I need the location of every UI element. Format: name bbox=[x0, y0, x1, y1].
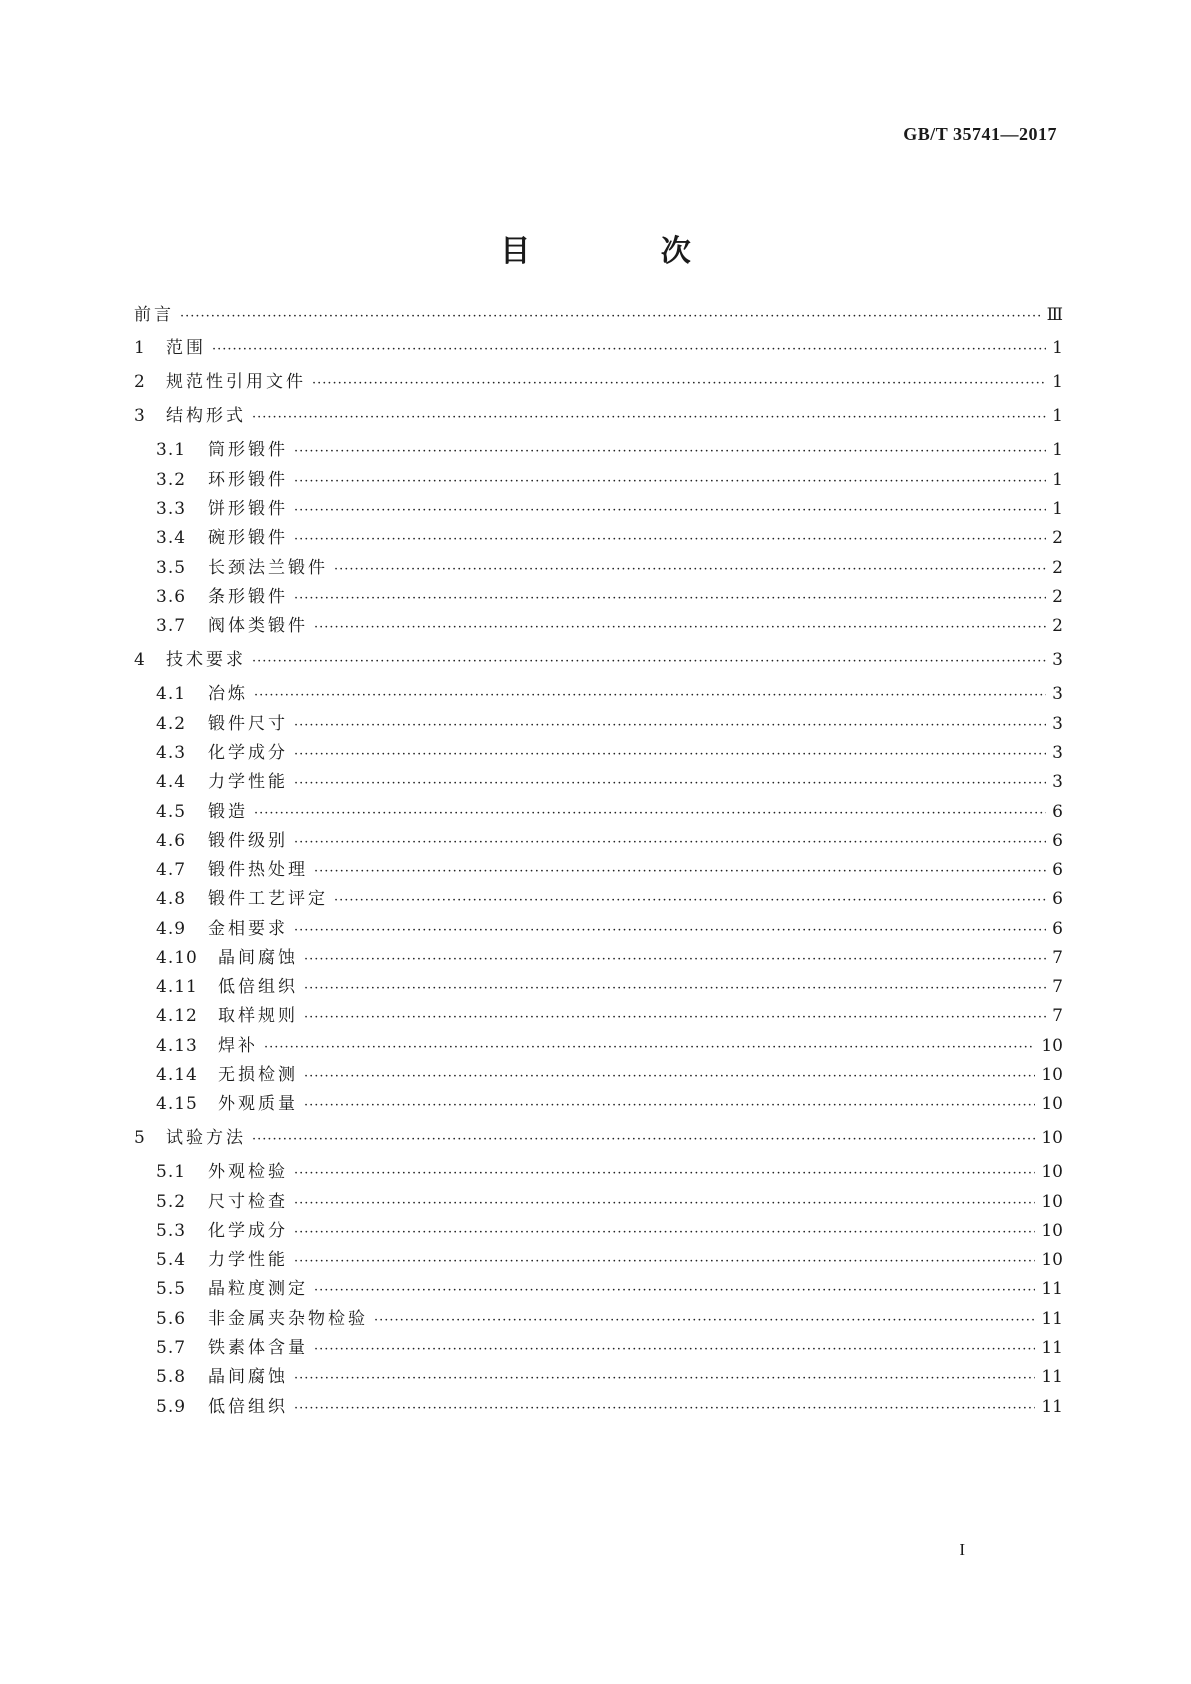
toc-entry-page: 6 bbox=[1052, 860, 1063, 880]
toc-entry[interactable] bbox=[134, 369, 1063, 395]
toc-entry[interactable] bbox=[156, 1159, 1063, 1185]
toc-entry-title: 筒形锻件 bbox=[208, 440, 288, 460]
toc-entry-title: 晶间腐蚀 bbox=[218, 948, 298, 968]
toc-entry[interactable] bbox=[156, 1276, 1063, 1302]
toc-entry-page: 10 bbox=[1041, 1094, 1063, 1114]
dot-leader bbox=[294, 439, 1046, 465]
toc-entry[interactable] bbox=[156, 1189, 1063, 1215]
toc-entry-number: 5.8 bbox=[156, 1367, 187, 1387]
toc-entry-title: 化学成分 bbox=[208, 743, 288, 763]
toc-entry-number: 3.3 bbox=[156, 499, 187, 519]
toc-entry-title: 前言 bbox=[134, 305, 174, 325]
toc-entry-number: 4.13 bbox=[156, 1036, 198, 1056]
page-number: I bbox=[959, 1540, 965, 1559]
dot-leader bbox=[314, 859, 1046, 885]
toc-entry[interactable] bbox=[156, 886, 1063, 912]
toc-entry-number: 2 bbox=[134, 372, 146, 392]
dot-leader bbox=[252, 649, 1046, 675]
toc-entry-title: 条形锻件 bbox=[208, 587, 288, 607]
toc-entry-page: 7 bbox=[1052, 977, 1063, 997]
toc-entry-number: 3.7 bbox=[156, 616, 187, 636]
dot-leader bbox=[212, 337, 1046, 363]
toc-entry-page: 10 bbox=[1041, 1162, 1063, 1182]
toc-entry-title: 锻造 bbox=[208, 802, 248, 822]
toc-entry-page: 6 bbox=[1052, 802, 1063, 822]
toc-entry-title: 试验方法 bbox=[166, 1128, 246, 1148]
toc-entry[interactable] bbox=[156, 437, 1063, 463]
toc-entry[interactable] bbox=[156, 496, 1063, 522]
toc-entry-page: 6 bbox=[1052, 831, 1063, 851]
toc-entry-number: 3 bbox=[134, 406, 146, 426]
toc-entry[interactable] bbox=[156, 857, 1063, 883]
toc-entry-page: 3 bbox=[1052, 650, 1063, 670]
toc-entry-title: 锻件尺寸 bbox=[208, 714, 288, 734]
toc-entry-page: 11 bbox=[1041, 1338, 1063, 1358]
toc-entry[interactable] bbox=[156, 974, 1063, 1000]
dot-leader bbox=[254, 683, 1046, 709]
toc-entry[interactable] bbox=[156, 1247, 1063, 1273]
toc-entry-number: 4.4 bbox=[156, 772, 187, 792]
toc-entry[interactable] bbox=[156, 467, 1063, 493]
toc-entry-number: 5.4 bbox=[156, 1250, 187, 1270]
toc-entry-page: 3 bbox=[1052, 772, 1063, 792]
toc-entry-title: 外观检验 bbox=[208, 1162, 288, 1182]
toc-entry-title: 取样规则 bbox=[218, 1006, 298, 1026]
toc-entry-number: 5.3 bbox=[156, 1221, 187, 1241]
toc-entry-number: 5.5 bbox=[156, 1279, 187, 1299]
dot-leader bbox=[252, 1127, 1035, 1153]
toc-entry-page: 2 bbox=[1052, 558, 1063, 578]
toc-entry-title: 力学性能 bbox=[208, 772, 288, 792]
toc-entry-number: 4.8 bbox=[156, 889, 187, 909]
toc-entry[interactable] bbox=[156, 828, 1063, 854]
toc-entry-page: 1 bbox=[1052, 499, 1063, 519]
toc-entry-title: 技术要求 bbox=[166, 650, 246, 670]
toc-entry[interactable] bbox=[156, 681, 1063, 707]
toc-entry-page: 3 bbox=[1052, 684, 1063, 704]
toc-entry-page: 1 bbox=[1052, 338, 1063, 358]
dot-leader bbox=[314, 1337, 1035, 1363]
toc-entry[interactable] bbox=[134, 1125, 1063, 1151]
toc-entry-number: 4.1 bbox=[156, 684, 187, 704]
dot-leader bbox=[294, 469, 1046, 495]
dot-leader bbox=[304, 976, 1046, 1002]
toc-entry-title: 规范性引用文件 bbox=[166, 372, 306, 392]
toc-entry-title: 晶粒度测定 bbox=[208, 1279, 308, 1299]
toc-entry-number: 3.2 bbox=[156, 470, 187, 490]
toc-entry-number: 4.10 bbox=[156, 948, 198, 968]
dot-leader bbox=[304, 947, 1046, 973]
toc-entry-page: 7 bbox=[1052, 1006, 1063, 1026]
toc-entry[interactable] bbox=[156, 1091, 1063, 1117]
dot-leader bbox=[252, 405, 1046, 431]
toc-entry-page: 7 bbox=[1052, 948, 1063, 968]
toc-entry-title: 化学成分 bbox=[208, 1221, 288, 1241]
toc-entry-page: 1 bbox=[1052, 470, 1063, 490]
toc-entry[interactable] bbox=[156, 584, 1063, 610]
toc-entry[interactable] bbox=[156, 1364, 1063, 1390]
toc-entry[interactable] bbox=[134, 302, 1063, 328]
toc-entry[interactable] bbox=[156, 1218, 1063, 1244]
toc-entry-number: 5 bbox=[134, 1128, 146, 1148]
toc-entry[interactable] bbox=[156, 769, 1063, 795]
toc-entry-title: 非金属夹杂物检验 bbox=[208, 1309, 368, 1329]
toc-entry-number: 4.6 bbox=[156, 831, 187, 851]
toc-entry-title: 尺寸检查 bbox=[208, 1192, 288, 1212]
toc-entry-number: 4.12 bbox=[156, 1006, 198, 1026]
toc-entry-page: 6 bbox=[1052, 889, 1063, 909]
dot-leader bbox=[294, 771, 1046, 797]
toc-entry[interactable] bbox=[156, 613, 1063, 639]
toc-entry-page: 10 bbox=[1041, 1221, 1063, 1241]
toc-entry-title: 低倍组织 bbox=[208, 1397, 288, 1417]
toc-entry-page: 11 bbox=[1041, 1279, 1063, 1299]
toc-entry-number: 5.2 bbox=[156, 1192, 187, 1212]
dot-leader bbox=[294, 1161, 1035, 1187]
dot-leader bbox=[294, 1191, 1035, 1217]
dot-leader bbox=[312, 371, 1046, 397]
toc-entry[interactable] bbox=[134, 403, 1063, 429]
toc-entry-title: 长颈法兰锻件 bbox=[208, 558, 328, 578]
toc-entry-number: 4.5 bbox=[156, 802, 187, 822]
toc-entry-page: 1 bbox=[1052, 406, 1063, 426]
toc-entry-title: 金相要求 bbox=[208, 919, 288, 939]
dot-leader bbox=[374, 1308, 1035, 1334]
toc-entry-title: 冶炼 bbox=[208, 684, 248, 704]
toc-entry[interactable] bbox=[156, 711, 1063, 737]
dot-leader bbox=[294, 1220, 1035, 1246]
toc-entry-number: 4.2 bbox=[156, 714, 187, 734]
toc-entry[interactable] bbox=[156, 555, 1063, 581]
toc-entry-number: 3.6 bbox=[156, 587, 187, 607]
toc-entry-page: 1 bbox=[1052, 372, 1063, 392]
dot-leader bbox=[304, 1093, 1035, 1119]
toc-entry-page: 3 bbox=[1052, 714, 1063, 734]
toc-entry-number: 4.15 bbox=[156, 1094, 198, 1114]
toc-entry-number: 5.6 bbox=[156, 1309, 187, 1329]
dot-leader bbox=[294, 1396, 1035, 1422]
toc-entry-title: 低倍组织 bbox=[218, 977, 298, 997]
toc-entry-title: 碗形锻件 bbox=[208, 528, 288, 548]
toc-entry[interactable] bbox=[156, 1394, 1063, 1420]
dot-leader bbox=[294, 713, 1046, 739]
toc-entry-title: 外观质量 bbox=[218, 1094, 298, 1114]
toc-entry-number: 3.4 bbox=[156, 528, 187, 548]
toc-entry-page: 11 bbox=[1041, 1309, 1063, 1329]
toc-entry-page: 6 bbox=[1052, 919, 1063, 939]
toc-entry-page: 10 bbox=[1041, 1128, 1063, 1148]
toc-entry-page: 3 bbox=[1052, 743, 1063, 763]
dot-leader bbox=[304, 1064, 1035, 1090]
dot-leader bbox=[294, 1366, 1035, 1392]
toc-entry[interactable] bbox=[134, 647, 1063, 673]
standard-code: GB/T 35741—2017 bbox=[903, 124, 1057, 144]
table-of-contents bbox=[134, 0, 1063, 1684]
toc-entry-title: 锻件工艺评定 bbox=[208, 889, 328, 909]
dot-leader bbox=[334, 557, 1046, 583]
toc-entry[interactable] bbox=[156, 1033, 1063, 1059]
toc-entry[interactable] bbox=[156, 740, 1063, 766]
toc-entry-page: 10 bbox=[1041, 1250, 1063, 1270]
toc-entry-number: 3.5 bbox=[156, 558, 187, 578]
dot-leader bbox=[254, 801, 1046, 827]
toc-entry[interactable] bbox=[156, 945, 1063, 971]
dot-leader bbox=[304, 1005, 1046, 1031]
toc-entry-title: 结构形式 bbox=[166, 406, 246, 426]
toc-entry[interactable] bbox=[156, 916, 1063, 942]
toc-entry-title: 力学性能 bbox=[208, 1250, 288, 1270]
toc-entry-number: 4.14 bbox=[156, 1065, 198, 1085]
toc-entry-title: 饼形锻件 bbox=[208, 499, 288, 519]
dot-leader bbox=[294, 918, 1046, 944]
dot-leader bbox=[314, 1278, 1035, 1304]
dot-leader bbox=[294, 1249, 1035, 1275]
toc-entry-number: 5.7 bbox=[156, 1338, 187, 1358]
toc-entry-number: 5.9 bbox=[156, 1397, 187, 1417]
toc-entry-title: 环形锻件 bbox=[208, 470, 288, 490]
dot-leader bbox=[294, 742, 1046, 768]
toc-entry-title: 锻件级别 bbox=[208, 831, 288, 851]
toc-entry-page: 10 bbox=[1041, 1065, 1063, 1085]
toc-entry-title: 范围 bbox=[166, 338, 206, 358]
dot-leader bbox=[294, 498, 1046, 524]
toc-entry-title: 阀体类锻件 bbox=[208, 616, 308, 636]
toc-entry-number: 4.3 bbox=[156, 743, 187, 763]
toc-entry-page: 2 bbox=[1052, 587, 1063, 607]
toc-entry-page: 11 bbox=[1041, 1397, 1063, 1417]
toc-entry-number: 3.1 bbox=[156, 440, 187, 460]
toc-entry-number: 4.7 bbox=[156, 860, 187, 880]
toc-entry-page: 2 bbox=[1052, 616, 1063, 636]
toc-entry[interactable] bbox=[134, 335, 1063, 361]
dot-leader bbox=[294, 830, 1046, 856]
toc-entry-number: 4 bbox=[134, 650, 146, 670]
toc-entry-page: 10 bbox=[1041, 1192, 1063, 1212]
toc-entry-title: 晶间腐蚀 bbox=[208, 1367, 288, 1387]
toc-entry-number: 4.9 bbox=[156, 919, 187, 939]
toc-entry-title: 无损检测 bbox=[218, 1065, 298, 1085]
toc-entry-page: 10 bbox=[1041, 1036, 1063, 1056]
toc-entry-number: 5.1 bbox=[156, 1162, 187, 1182]
toc-entry[interactable] bbox=[156, 1335, 1063, 1361]
dot-leader bbox=[180, 304, 1041, 330]
dot-leader bbox=[264, 1035, 1035, 1061]
toc-entry[interactable] bbox=[156, 1062, 1063, 1088]
toc-entry-title: 铁素体含量 bbox=[208, 1338, 308, 1358]
dot-leader bbox=[294, 527, 1046, 553]
toc-entry[interactable] bbox=[156, 799, 1063, 825]
toc-entry[interactable] bbox=[156, 525, 1063, 551]
toc-entry-page: 2 bbox=[1052, 528, 1063, 548]
toc-entry[interactable] bbox=[156, 1306, 1063, 1332]
toc-entry-page: 1 bbox=[1052, 440, 1063, 460]
dot-leader bbox=[334, 888, 1046, 914]
toc-entry[interactable] bbox=[156, 1003, 1063, 1029]
toc-entry-title: 锻件热处理 bbox=[208, 860, 308, 880]
page-title: 目 次 bbox=[500, 234, 751, 269]
dot-leader bbox=[314, 615, 1046, 641]
dot-leader bbox=[294, 586, 1046, 612]
toc-entry-number: 4.11 bbox=[156, 977, 198, 997]
toc-entry-number: 1 bbox=[134, 338, 146, 358]
toc-entry-title: 焊补 bbox=[218, 1036, 258, 1056]
toc-entry-page: Ⅲ bbox=[1046, 305, 1063, 325]
toc-entry-page: 11 bbox=[1041, 1367, 1063, 1387]
